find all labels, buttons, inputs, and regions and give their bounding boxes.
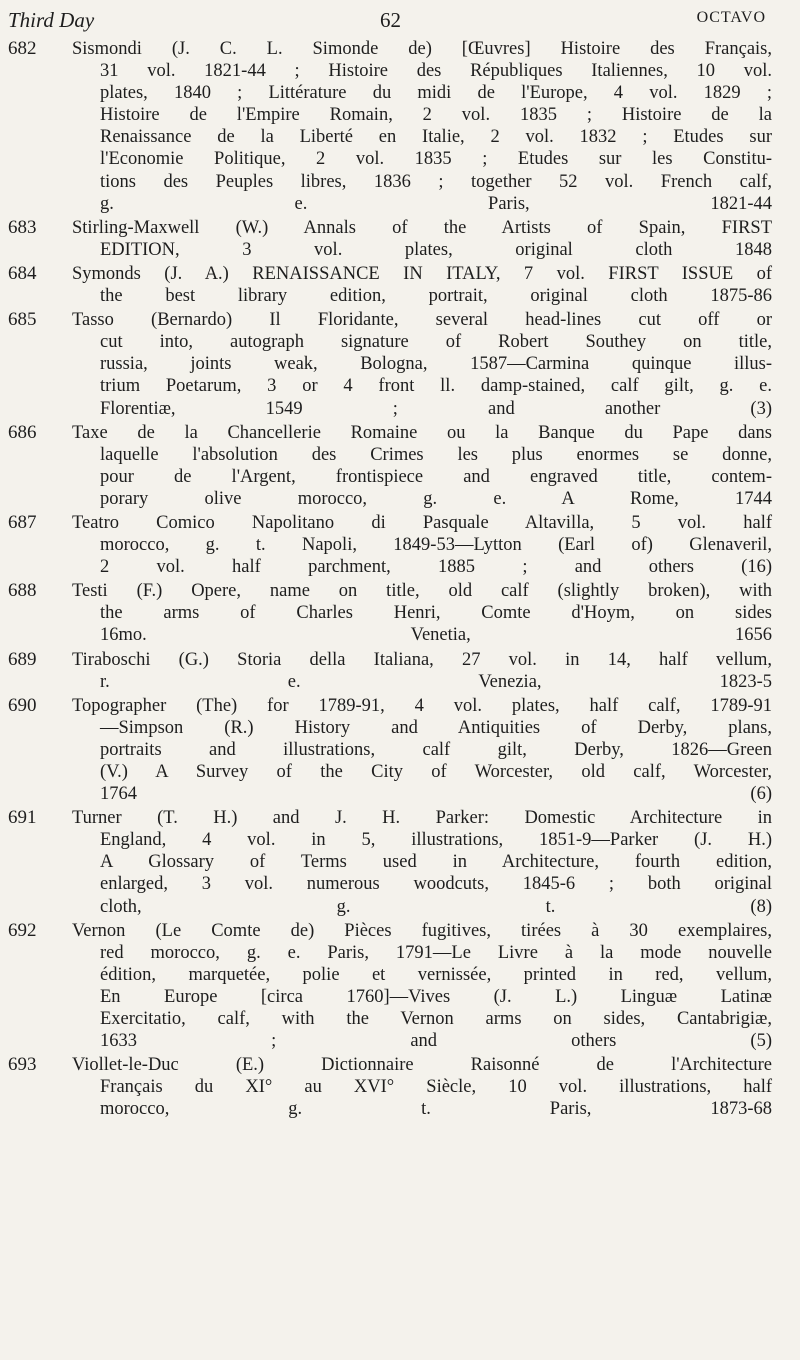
header-format: OCTAVO (696, 9, 766, 26)
lot-description (72, 695, 772, 805)
lot-line: r. e. Venezia, 1823-5 (100, 671, 772, 692)
lot-line: EDITION, 3 vol. plates, original cloth 1848 (100, 239, 772, 260)
lot-line: plates, 1840 ; Littérature du midi de l'Europe, 4 vol. 1829 ; (100, 83, 772, 104)
lot-line: Symonds (J. A.) RENAISSANCE IN ITALY, 7 vol. FIRST ISSUE of (72, 263, 772, 284)
lot-number: 686 (8, 421, 37, 443)
running-header (0, 8, 800, 42)
lot-line: russia, joints weak, Bologna, 1587—Carmina quinque illus- (100, 354, 772, 375)
lot-number: 684 (8, 262, 37, 284)
lot-description (72, 422, 772, 510)
page-number: 62 (380, 8, 401, 32)
lot-number: 689 (8, 648, 37, 670)
lot-number: 690 (8, 694, 37, 716)
lot-line: cloth, g. t. (8) (100, 896, 772, 917)
lot-line: Vernon (Le Comte de) Pièces fugitives, tirées à 30 exemplaires, (72, 920, 772, 941)
lot-line: morocco, g. t. Napoli, 1849-53—Lytton (Earl of) Glenaveril, (100, 535, 772, 556)
lot-line: En Europe [circa 1760]—Vives (J. L.) Linguæ Latinæ (100, 986, 772, 1007)
lot-number: 693 (8, 1054, 37, 1076)
lot-line: trium Poetarum, 3 or 4 front ll. damp-stained, calf gilt, g. e. (100, 376, 772, 397)
lot-line: Tiraboschi (G.) Storia della Italiana, 27 vol. in 14, half vellum, (72, 649, 772, 670)
lot-number: 682 (8, 38, 37, 59)
catalogue-lot (0, 920, 800, 1053)
lot-number: 691 (8, 807, 37, 829)
lot-line: Taxe de la Chancellerie Romaine ou la Banque du Pape dans (72, 422, 772, 443)
lot-description (72, 38, 772, 215)
lot-list (0, 38, 800, 1123)
catalogue-lot (0, 1054, 800, 1120)
lot-line: 2 vol. half parchment, 1885 ; and others (16) (100, 557, 772, 578)
lot-description (72, 309, 772, 419)
catalogue-lot (0, 695, 800, 805)
lot-line: Viollet-le-Duc (E.) Dictionnaire Raisonné de l'Architecture (72, 1055, 772, 1076)
lot-description (72, 920, 772, 1053)
lot-description (72, 649, 772, 693)
lot-line: cut into, autograph signature of Robert Southey on title, (100, 332, 772, 353)
catalogue-lot (0, 217, 800, 261)
catalogue-lot (0, 580, 800, 646)
lot-line: Florentiæ, 1549 ; and another (3) (100, 398, 772, 419)
lot-line: l'Economie Politique, 2 vol. 1835 ; Etudes sur les Constitu- (100, 149, 772, 170)
lot-number: 685 (8, 309, 37, 331)
catalogue-lot (0, 38, 800, 215)
lot-number: 688 (8, 580, 37, 602)
lot-line: Français du XI° au XVI° Siècle, 10 vol. illustrations, half (100, 1077, 772, 1098)
catalogue-lot (0, 263, 800, 307)
lot-line: édition, marquetée, polie et vernissée, printed in red, vellum, (100, 964, 772, 985)
catalogue-lot (0, 807, 800, 917)
lot-line: 31 vol. 1821-44 ; Histoire des Républiques Italiennes, 10 vol. (100, 61, 772, 82)
lot-number: 683 (8, 216, 37, 238)
lot-number: 692 (8, 919, 37, 941)
catalogue-lot (0, 422, 800, 510)
lot-line: —Simpson (R.) History and Antiquities of Derby, plans, (100, 717, 772, 738)
lot-line: tions des Peuples libres, 1836 ; together 52 vol. French calf, (100, 171, 772, 192)
catalogue-lot (0, 649, 800, 693)
lot-line: porary olive morocco, g. e. A Rome, 1744 (100, 488, 772, 509)
lot-line: 1633 ; and others (5) (100, 1031, 772, 1052)
catalogue-lot (0, 309, 800, 419)
lot-line: Histoire de l'Empire Romain, 2 vol. 1835 ; Histoire de la (100, 105, 772, 126)
lot-line: Exercitatio, calf, with the Vernon arms on sides, Cantabrigiæ, (100, 1009, 772, 1030)
lot-description (72, 263, 772, 307)
header-day: Third Day (8, 8, 95, 32)
catalogue-lot (0, 512, 800, 578)
lot-line: 16mo. Venetia, 1656 (100, 625, 772, 646)
lot-line: (V.) A Survey of the City of Worcester, old calf, Worcester, (100, 762, 772, 782)
lot-line: the best library edition, portrait, original cloth 1875-86 (100, 286, 772, 307)
lot-description (72, 217, 772, 261)
lot-line: portraits and illustrations, calf gilt, Derby, 1826—Green (100, 739, 772, 760)
lot-description (72, 512, 772, 578)
lot-line: England, 4 vol. in 5, illustrations, 1851-9—Parker (J. H.) (100, 830, 772, 851)
lot-line: Topographer (The) for 1789-91, 4 vol. plates, half calf, 1789-91 (72, 695, 772, 716)
lot-description (72, 580, 772, 646)
lot-number: 687 (8, 511, 37, 533)
lot-line: red morocco, g. e. Paris, 1791—Le Livre à la mode nouvelle (100, 942, 772, 963)
lot-line: Stirling-Maxwell (W.) Annals of the Artists of Spain, FIRST (72, 217, 772, 238)
lot-line: Renaissance de la Liberté en Italie, 2 vol. 1832 ; Etudes sur (100, 127, 772, 148)
lot-line: the arms of Charles Henri, Comte d'Hoym, on sides (100, 603, 772, 624)
lot-line: enlarged, 3 vol. numerous woodcuts, 1845-6 ; both original (100, 874, 772, 895)
lot-line: Tasso (Bernardo) Il Floridante, several head-lines cut off or (72, 310, 772, 331)
lot-line: A Glossary of Terms used in Architecture, fourth edition, (100, 852, 772, 873)
lot-description (72, 807, 772, 917)
lot-line: laquelle l'absolution des Crimes les plus enormes se donne, (100, 444, 772, 465)
lot-line: 1764 (6) (100, 784, 772, 805)
lot-line: Sismondi (J. C. L. Simonde de) [Œuvres] Histoire des Français, (72, 39, 772, 59)
lot-line: Teatro Comico Napolitano di Pasquale Altavilla, 5 vol. half (72, 512, 772, 533)
lot-line: pour de l'Argent, frontispiece and engraved title, contem- (100, 466, 772, 487)
lot-line: Testi (F.) Opere, name on title, old calf (slightly broken), with (72, 581, 772, 602)
lot-line: morocco, g. t. Paris, 1873-68 (100, 1099, 772, 1120)
lot-line: Turner (T. H.) and J. H. Parker: Domestic Architecture in (72, 808, 772, 829)
lot-line: g. e. Paris, 1821-44 (100, 193, 772, 214)
lot-description (72, 1054, 772, 1120)
